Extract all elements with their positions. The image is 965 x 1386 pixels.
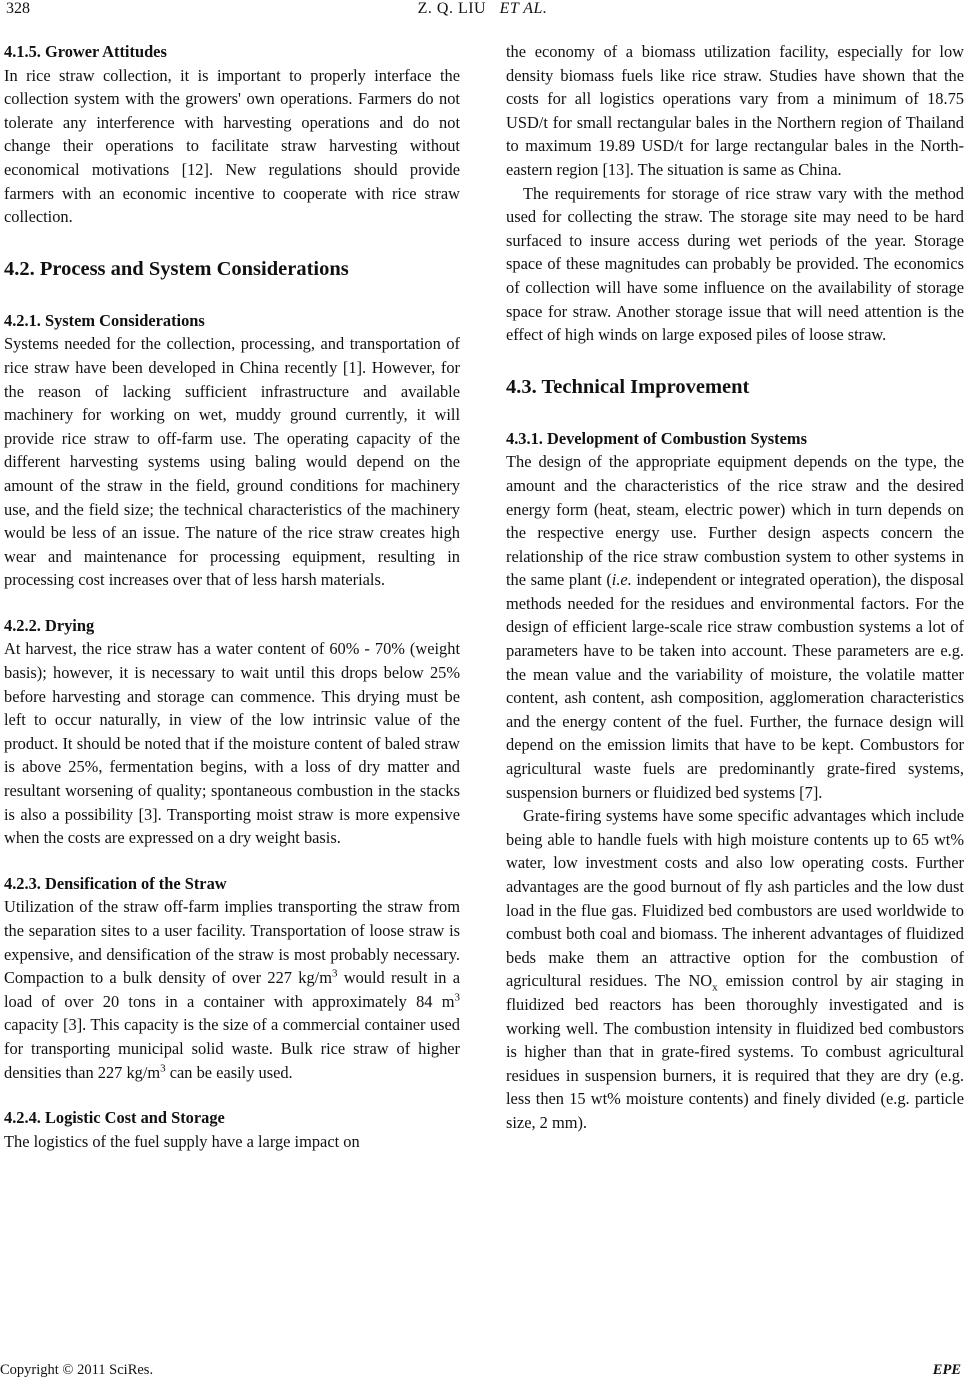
heading-4-2: 4.2. Process and System Considerations	[4, 257, 349, 280]
page-header	[0, 0, 965, 28]
heading-4-2-4: 4.2.4. Logistic Cost and Storage	[4, 1108, 225, 1128]
paragraph-logistic-cost-start: The logistics of the fuel supply have a large impact on	[4, 1131, 360, 1151]
paragraph-grate-firing: Grate-firing systems have some specific advantages which include being able to handle fuels with high moisture contents up to 65 wt% water, low investment costs and also low operating costs. Further advantages are the good burnout of fly ash particles and the low dust load in the flue gas. Fluidized bed combustors are used worldwide to combust both coal and biomass. The inherent advantages of fluidized beds make them an attractive option for the combustion of agricultural residues. The $NO_x$ emission control by air staging in fluidized bed reactors has been thoroughly investigated and is working well. The combustion intensity in fluidized bed combustors is higher than that in grate-fired systems. To combust agricultural residues in suspension burners, it is required that they are dry (e.g. less then 15 wt% moisture contents) and finely divided (e.g. particle size, 2 mm).	[506, 806, 964, 1132]
journal-abbreviation: EPE	[932, 1362, 961, 1378]
paragraph-densification: Utilization of the straw off-farm implies transporting the straw from the separation sites to a user facility. Transportation of loose straw is expensive, and densification of the straw is most probably necessary. Compaction to a bulk density of over 227 $kg/m^3$ would result in a load of over 20 tons in a container with approximately 84 $m^3$ capacity [3]. This capacity is the size of a commercial container used for transporting municipal solid waste. Bulk rice straw of higher densities than 227 $kg/m^3$ can be easily used.	[4, 897, 460, 1082]
heading-4-2-2: 4.2.2. Drying	[4, 615, 95, 635]
heading-4-1-5: 4.1.5. Grower Attitudes	[4, 42, 167, 61]
heading-4-2-1: 4.2.1. System Considerations	[4, 310, 205, 330]
running-title-authors: Z. Q. LIU	[417, 0, 487, 17]
running-title-etal: ET AL.	[499, 0, 548, 17]
left-column	[4, 40, 460, 1153]
paragraph-grower-attitudes: In rice straw collection, it is important to properly interface the collection system with the growers' own operations. Farmers do not tolerate any interference with harvesting operations and do not change their operations to facilitate straw harvesting without economical motivations [12]. New regulations should provide farmers with an economic incentive to cooperate with rice straw collection.	[4, 65, 460, 227]
heading-4-2-3: 4.2.3. Densification of the Straw	[4, 873, 227, 893]
paragraph-drying: At harvest, the rice straw has a water content of 60% - 70% (weight basis); however, it is necessary to wait until this drops below 25% before harvesting and storage can commence. This drying must be left to occur naturally, in view of the low intrinsic value of the product. It should be noted that if the moisture content of baled straw is above 25%, fermentation begins, with a loss of dry matter and resultant worsening of quality; spontaneous combustion in the stacks is also a possibility [3]. Transporting moist straw is more expensive when the costs are expressed on a dry weight basis.	[4, 639, 460, 848]
paragraph-system-considerations: Systems needed for the collection, processing, and transportation of rice straw have been developed in China recently [1]. However, for the reason of lacking sufficient infrastructure and available machinery for working on wet, muddy ground currently, it will provide rice straw to off-farm use. The operating capacity of the different harvesting systems using baling would depend on the amount of the straw in the field, ground conditions for machinery use, and the field size; the technical characteristics of the machinery would be less of an issue. The nature of the rice straw creates high wear and maintenance for processing equipment, resulting in processing cost increases over that of less harsh materials.	[4, 334, 460, 590]
heading-4-3-1: 4.3.1. Development of Combustion Systems	[506, 428, 807, 448]
paragraph-logistic-cost-continued: the economy of a biomass utilization facility, especially for low density biomass fuels like rice straw. Studies have shown that the costs for all logistics operations vary from a minimum of 18.75 USD/t for small rectangular bales in the Northern region of Thailand to maximum 19.89 USD/t for large rectangular bales in the North-eastern region [13]. The situation is same as China.	[506, 42, 964, 179]
running-title	[0, 0, 965, 18]
paragraph-combustion-design: The design of the appropriate equipment depends on the type, the amount and the characteristics of the rice straw and the desired energy form (heat, steam, electric power) which in turn depends on the respective energy use. Further design aspects concern the relationship of the rice straw combustion system to other systems in the same plant (i.e. independent or integrated operation), the disposal methods needed for the residues and environmental factors. For the design of efficient large-scale rice straw combustion systems a lot of parameters have to be taken into account. These parameters are e.g. the mean value and the variability of moisture, the volatile matter content, ash content, ash composition, agglomeration characteristics and the energy content of the fuel. Further, the furnace design will depend on the emission limits that have to be kept. Combustors for agricultural waste fuels are predominantly grate-fired systems, suspension burners or fluidized bed systems [7].	[506, 452, 964, 802]
right-column	[506, 40, 964, 1135]
page-number: 328	[6, 0, 30, 17]
heading-4-3: 4.3. Technical Improvement	[506, 375, 750, 398]
paragraph-storage: The requirements for storage of rice straw vary with the method used for collecting the straw. The storage site may need to be hard surfaced to insure access during wet periods of the year. Storage space of these magnitudes can probably be provided. The economics of collection will have some influence on the availability of storage space for straw. Another storage issue that will need attention is the effect of high winds on large exposed piles of loose straw.	[506, 183, 964, 345]
copyright-notice: Copyright © 2011 SciRes.	[0, 1362, 154, 1378]
